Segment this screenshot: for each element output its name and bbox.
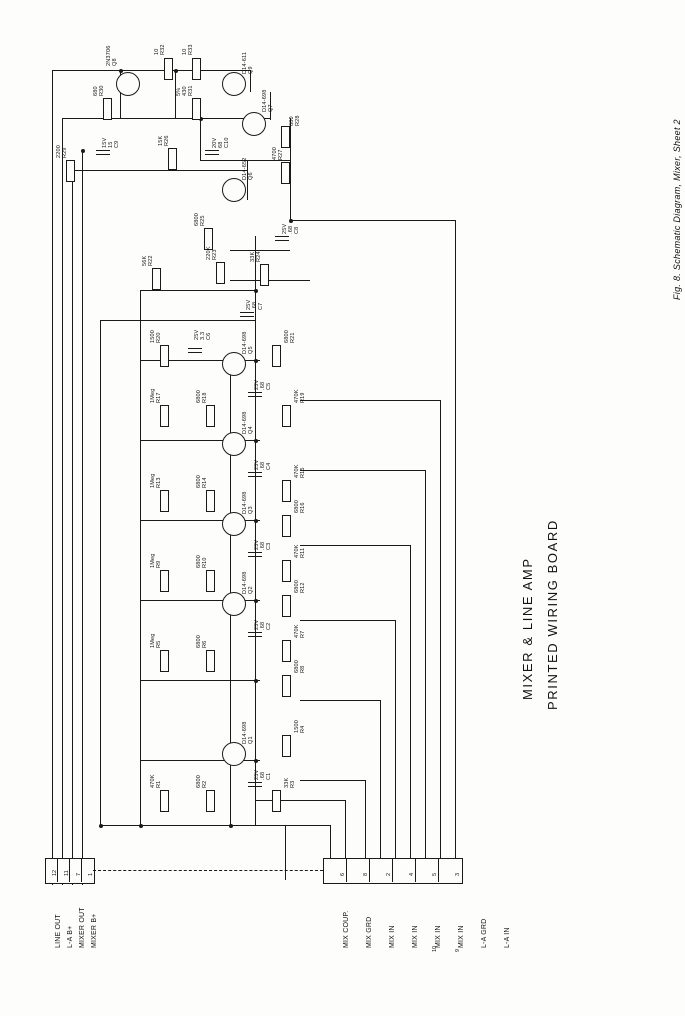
resistor-symbol-r23 xyxy=(216,262,225,284)
capacitor-symbol-c8-plate2 xyxy=(275,240,289,241)
wire xyxy=(140,680,260,681)
resistor-label-r21: R21 xyxy=(290,332,296,343)
resistor-label-r27: R27 xyxy=(278,149,284,160)
resistor-label-r11: R11 xyxy=(300,547,306,558)
resistor-label-r6: R6 xyxy=(202,640,208,648)
connector-pin-label-mix-in-3: MIX IN xyxy=(458,925,465,948)
resistor-label-r20: R20 xyxy=(156,332,162,343)
resistor-value-r14: 6800 xyxy=(196,474,202,488)
capacitor-symbol-c10-plate2 xyxy=(205,154,219,155)
capacitor-label-c5: C5 xyxy=(266,382,272,390)
wire xyxy=(300,545,410,546)
resistor-label-r4: R4 xyxy=(300,725,306,733)
connector-pin-label-mix-in-4: MIX IN xyxy=(412,925,419,948)
transistor-symbol-q1 xyxy=(222,742,246,766)
connector-pin-number: 12 xyxy=(52,869,58,876)
resistor-symbol-r10 xyxy=(206,570,215,592)
connector-pin-number: 5 xyxy=(432,872,438,876)
resistor-symbol-r30 xyxy=(103,98,112,120)
wire xyxy=(300,700,380,701)
resistor-value-r4: 1500 xyxy=(294,719,300,733)
capacitor-value-c10: 68 xyxy=(218,141,224,148)
junction-dot xyxy=(254,439,258,443)
transistor-type-q3: D14-698 xyxy=(242,491,248,514)
connector-pin-label-mixer-out: MIXER OUT xyxy=(79,907,86,948)
wire xyxy=(300,620,395,621)
resistor-symbol-r26 xyxy=(168,148,177,170)
resistor-label-r18: R18 xyxy=(202,392,208,403)
wire xyxy=(230,280,310,281)
resistor-value-r15: 470K xyxy=(294,464,300,478)
wire xyxy=(455,220,456,880)
resistor-label-r10: R10 xyxy=(202,557,208,568)
resistor-value-r33: 10 xyxy=(182,48,188,55)
transistor-type-q9: D14-611 xyxy=(242,51,248,74)
diagram-title-line1: MIXER & LINE AMP xyxy=(520,557,535,700)
resistor-label-r9: R9 xyxy=(156,560,162,568)
resistor-tolerance-r31: 5% xyxy=(176,87,182,96)
resistor-value-r3: 33K xyxy=(284,777,290,788)
wire xyxy=(410,545,411,880)
wire xyxy=(120,70,250,71)
capacitor-value-c8: .68 xyxy=(288,225,294,234)
resistor-value-r10: 6800 xyxy=(196,554,202,568)
resistor-symbol-r6 xyxy=(206,650,215,672)
wire xyxy=(285,826,286,880)
figure-caption: Fig. 8. Schematic Diagram, Mixer, Sheet 2 xyxy=(672,119,682,300)
transistor-type-q1: D14-698 xyxy=(242,721,248,744)
resistor-symbol-r5 xyxy=(160,650,169,672)
connector-divider xyxy=(369,858,370,882)
wire xyxy=(380,700,381,880)
transistor-label-q8: Q8 xyxy=(112,58,118,66)
resistor-label-r15: R15 xyxy=(300,467,306,478)
resistor-symbol-r4 xyxy=(282,735,291,757)
transistor-label-q3: Q3 xyxy=(248,506,254,514)
wire xyxy=(100,320,255,321)
capacitor-rating-c5: 25V xyxy=(254,379,260,390)
capacitor-symbol-c1-plate2 xyxy=(248,786,262,787)
wire xyxy=(52,70,120,71)
resistor-value-r24: 33K xyxy=(250,251,256,262)
capacitor-rating-c7: 25V xyxy=(246,299,252,310)
capacitor-rating-c8: 25V xyxy=(282,223,288,234)
resistor-symbol-r20 xyxy=(160,345,169,367)
resistor-value-r12: 6800 xyxy=(294,579,300,593)
capacitor-label-c8: C8 xyxy=(294,226,300,234)
resistor-symbol-r33 xyxy=(192,58,201,80)
capacitor-symbol-c1 xyxy=(248,782,262,783)
capacitor-value-c5: .68 xyxy=(260,381,266,390)
wire xyxy=(440,400,441,880)
connector-pin-label-mix-in-5: MIX IN xyxy=(435,925,442,948)
resistor-symbol-r16 xyxy=(282,515,291,537)
connector-pin-label-la-b-plus: L-A B+ xyxy=(67,925,74,948)
capacitor-value-c3: .68 xyxy=(260,541,266,550)
capacitor-symbol-c6 xyxy=(188,348,202,349)
capacitor-symbol-c5-plate2 xyxy=(248,396,262,397)
resistor-label-r2: R2 xyxy=(202,780,208,788)
resistor-label-r17: R17 xyxy=(156,392,162,403)
capacitor-symbol-c9 xyxy=(96,150,110,151)
capacitor-rating-c6: 25V xyxy=(194,329,200,340)
wire xyxy=(200,118,201,160)
capacitor-symbol-c7 xyxy=(240,312,254,313)
resistor-label-r13: R13 xyxy=(156,477,162,488)
capacitor-symbol-c3-plate2 xyxy=(248,556,262,557)
wire xyxy=(100,825,140,826)
resistor-symbol-r27 xyxy=(281,162,290,184)
resistor-label-r32: R32 xyxy=(160,44,166,55)
resistor-symbol-r31 xyxy=(192,98,201,120)
wire xyxy=(72,170,247,171)
wire xyxy=(140,825,330,826)
resistor-value-r17: 1Meg xyxy=(150,388,156,403)
resistor-label-r12: R12 xyxy=(300,582,306,593)
resistor-symbol-r21 xyxy=(272,345,281,367)
resistor-label-r8: R8 xyxy=(300,665,306,673)
resistor-symbol-r14 xyxy=(206,490,215,512)
capacitor-label-c3: C3 xyxy=(266,542,272,550)
resistor-label-r28: R28 xyxy=(295,115,301,126)
wire xyxy=(62,118,63,885)
wire xyxy=(100,320,101,825)
connector-pin-number: 1 xyxy=(88,872,94,876)
connector-pin-label-mix-coup: MIX COUP. xyxy=(343,910,350,948)
connector-pin-number: 11 xyxy=(64,870,70,876)
resistor-value-r25: 6800 xyxy=(194,212,200,226)
wire xyxy=(255,236,256,826)
transistor-type-q2: D14-698 xyxy=(242,571,248,594)
transistor-symbol-q5 xyxy=(222,352,246,376)
resistor-label-r25: R25 xyxy=(200,215,206,226)
connector-divider xyxy=(346,858,347,882)
capacitor-symbol-c2-plate2 xyxy=(248,636,262,637)
transistor-symbol-q7 xyxy=(242,112,266,136)
wire xyxy=(300,470,425,471)
transistor-label-q4: Q4 xyxy=(248,426,254,434)
resistor-symbol-r7 xyxy=(282,640,291,662)
resistor-value-r20: 1500 xyxy=(150,329,156,343)
resistor-label-r24: R24 xyxy=(256,251,262,262)
connector-pin-number: 4 xyxy=(409,872,415,876)
transistor-label-q5: Q5 xyxy=(248,346,254,354)
resistor-value-r22: 56K xyxy=(142,255,148,266)
resistor-value-r23: 220K xyxy=(206,246,212,260)
junction-dot xyxy=(174,69,178,73)
capacitor-rating-c4: 25V xyxy=(254,459,260,470)
capacitor-label-c4: C4 xyxy=(266,462,272,470)
junction-dot xyxy=(139,824,143,828)
wire xyxy=(82,150,83,885)
resistor-symbol-r9 xyxy=(160,570,169,592)
capacitor-value-c4: .68 xyxy=(260,461,266,470)
capacitor-symbol-c5 xyxy=(248,392,262,393)
transistor-symbol-q9 xyxy=(222,72,246,96)
resistor-value-r11: 470K xyxy=(294,544,300,558)
transistor-symbol-q4 xyxy=(222,432,246,456)
capacitor-symbol-c4 xyxy=(248,472,262,473)
capacitor-value-c1: .68 xyxy=(260,771,266,780)
wire xyxy=(52,70,53,885)
resistor-value-r7: 470K xyxy=(294,624,300,638)
resistor-value-r26: 15K xyxy=(158,135,164,146)
junction-dot xyxy=(229,824,233,828)
transistor-type-q7: D14-698 xyxy=(262,89,268,112)
capacitor-symbol-c7-plate2 xyxy=(240,316,254,317)
resistor-label-r14: R14 xyxy=(202,477,208,488)
transistor-label-q6: Q6 xyxy=(248,172,254,180)
resistor-label-r30: R30 xyxy=(99,85,105,96)
resistor-label-r22: R22 xyxy=(148,255,154,266)
transistor-symbol-q8 xyxy=(116,72,140,96)
capacitor-symbol-c3 xyxy=(248,552,262,553)
capacitor-symbol-c4-plate2 xyxy=(248,476,262,477)
connector-pin-number: 10 xyxy=(432,945,438,952)
connector-pin-number: 7 xyxy=(76,872,82,876)
junction-dot xyxy=(254,679,258,683)
resistor-value-r6: 6800 xyxy=(196,634,202,648)
resistor-symbol-r11 xyxy=(282,560,291,582)
connector-pin-number: 2 xyxy=(386,872,392,876)
resistor-value-r29: 2200 xyxy=(56,144,62,158)
resistor-value-r9: 1Meg xyxy=(150,553,156,568)
capacitor-symbol-c10 xyxy=(205,150,219,151)
resistor-symbol-r1 xyxy=(160,790,169,812)
transistor-symbol-q6 xyxy=(222,178,246,202)
resistor-symbol-r28 xyxy=(281,126,290,148)
resistor-label-r1: R1 xyxy=(156,780,162,788)
junction-dot xyxy=(254,519,258,523)
resistor-symbol-r3 xyxy=(272,790,281,812)
resistor-value-r13: 1Meg xyxy=(150,473,156,488)
resistor-label-r23: R23 xyxy=(212,249,218,260)
resistor-symbol-r12 xyxy=(282,595,291,617)
resistor-value-r16: 6800 xyxy=(294,499,300,513)
connector-pin-label-mix-grd: MIX GRD xyxy=(366,916,373,948)
connector-pin-number: 9 xyxy=(455,948,461,952)
connector-pin-number: 3 xyxy=(455,872,461,876)
junction-dot xyxy=(254,289,258,293)
resistor-value-r18: 6800 xyxy=(196,389,202,403)
resistor-label-r3: R3 xyxy=(290,780,296,788)
transistor-type-q6: D14-652 xyxy=(242,157,248,180)
transistor-label-q2: Q2 xyxy=(248,586,254,594)
capacitor-rating-c9: 15V xyxy=(102,137,108,148)
connector-pin-label-mixer-b-plus: MIXER B+ xyxy=(91,913,98,948)
transistor-label-q9: Q9 xyxy=(248,66,254,74)
resistor-value-r1: 470K xyxy=(150,774,156,788)
capacitor-label-c2: C2 xyxy=(266,622,272,630)
resistor-label-r5: R5 xyxy=(156,640,162,648)
capacitor-label-c1: C1 xyxy=(266,772,272,780)
transistor-label-q7: Q7 xyxy=(268,104,274,112)
resistor-symbol-r17 xyxy=(160,405,169,427)
capacitor-label-c6: C6 xyxy=(206,332,212,340)
junction-dot xyxy=(289,219,293,223)
capacitor-label-c7: C7 xyxy=(258,302,264,310)
wire xyxy=(72,170,73,885)
resistor-value-r27: 4700 xyxy=(272,146,278,160)
resistor-symbol-r22 xyxy=(152,268,161,290)
resistor-symbol-r24 xyxy=(260,264,269,286)
connector-pin-label-line-out: LINE OUT xyxy=(55,914,62,948)
resistor-label-r31: R31 xyxy=(188,85,194,96)
connector-pin-label-la-in: L-A IN xyxy=(504,927,511,948)
capacitor-rating-c3: 25V xyxy=(254,539,260,550)
resistor-label-r33: R33 xyxy=(188,44,194,55)
resistor-value-r19: 470K xyxy=(294,389,300,403)
connector-divider xyxy=(81,858,82,882)
connector-pin-number: 6 xyxy=(340,872,346,876)
connector-block-right[interactable] xyxy=(323,858,463,884)
junction-dot xyxy=(99,824,103,828)
resistor-value-r31: 430 xyxy=(182,86,188,96)
wire xyxy=(425,470,426,880)
capacitor-symbol-c6-plate2 xyxy=(188,352,202,353)
capacitor-value-c6: 3.3 xyxy=(200,331,206,340)
resistor-label-r19: R19 xyxy=(300,392,306,403)
wire xyxy=(290,160,291,220)
wire xyxy=(290,220,455,221)
capacitor-rating-c2: 25V xyxy=(254,619,260,630)
junction-dot xyxy=(81,149,85,153)
capacitor-rating-c10: 20V xyxy=(212,137,218,148)
capacitor-symbol-c8 xyxy=(275,236,289,237)
resistor-value-r2: 6800 xyxy=(196,774,202,788)
resistor-value-r32: 10 xyxy=(154,48,160,55)
capacitor-value-c9: 15 xyxy=(108,141,114,148)
wire xyxy=(255,800,345,801)
capacitor-label-c9: C9 xyxy=(114,140,120,148)
resistor-symbol-r13 xyxy=(160,490,169,512)
connector-divider xyxy=(438,858,439,882)
wire xyxy=(395,620,396,880)
transistor-type-q8: 2N3706 xyxy=(106,45,112,66)
resistor-symbol-r29 xyxy=(66,160,75,182)
resistor-value-r8: 6800 xyxy=(294,659,300,673)
connector-pin-label-la-grd: L-A GRD xyxy=(481,918,488,948)
transistor-symbol-q3 xyxy=(222,512,246,536)
transistor-type-q4: D14-698 xyxy=(242,411,248,434)
junction-dot xyxy=(254,599,258,603)
resistor-symbol-r8 xyxy=(282,675,291,697)
resistor-symbol-r2 xyxy=(206,790,215,812)
capacitor-symbol-c9-plate2 xyxy=(96,154,110,155)
wire xyxy=(300,780,365,781)
resistor-label-r7: R7 xyxy=(300,630,306,638)
wire xyxy=(140,290,141,825)
capacitor-rating-c1: 25V xyxy=(254,769,260,780)
board-edge xyxy=(93,870,323,871)
resistor-symbol-r19 xyxy=(282,405,291,427)
capacitor-value-c2: .68 xyxy=(260,621,266,630)
connector-pin-label-mix-in-2: MIX IN xyxy=(389,925,396,948)
resistor-value-r21: 6800 xyxy=(284,329,290,343)
resistor-symbol-r32 xyxy=(164,58,173,80)
capacitor-label-c10: C10 xyxy=(224,137,230,148)
wire xyxy=(140,290,255,291)
connector-divider xyxy=(415,858,416,882)
resistor-value-r28: 680 xyxy=(289,116,295,126)
resistor-label-r29: R29 xyxy=(62,147,68,158)
transistor-label-q1: Q1 xyxy=(248,736,254,744)
connector-pin-number: 8 xyxy=(363,872,369,876)
resistor-symbol-r18 xyxy=(206,405,215,427)
resistor-symbol-r15 xyxy=(282,480,291,502)
transistor-type-q5: D14-698 xyxy=(242,331,248,354)
capacitor-value-c7: .68 xyxy=(252,301,258,310)
wire xyxy=(300,400,440,401)
diagram-title-line2: PRINTED WIRING BOARD xyxy=(545,519,560,710)
resistor-value-r5: 1Meg xyxy=(150,633,156,648)
resistor-label-r16: R16 xyxy=(300,502,306,513)
junction-dot xyxy=(254,759,258,763)
transistor-symbol-q2 xyxy=(222,592,246,616)
resistor-value-r30: 680 xyxy=(93,86,99,96)
junction-dot xyxy=(254,359,258,363)
capacitor-symbol-c2 xyxy=(248,632,262,633)
resistor-label-r26: R26 xyxy=(164,135,170,146)
connector-divider xyxy=(392,858,393,882)
